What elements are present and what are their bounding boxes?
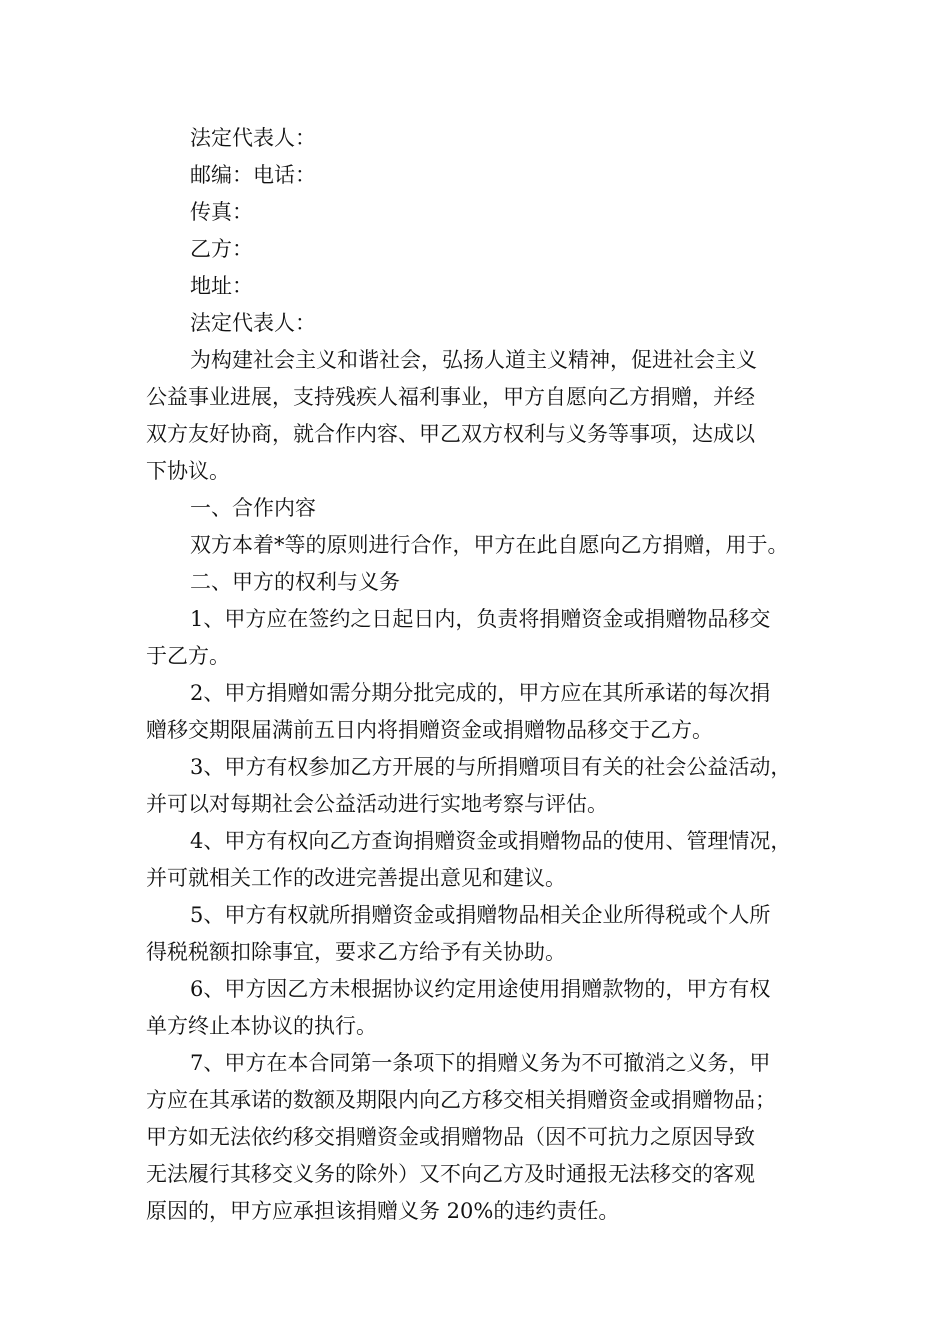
text-line: 方应在其承诺的数额及期限内向乙方移交相关捐赠资金或捐赠物品； [146,1088,776,1112]
text-line: 公益事业进展，支持残疾人福利事业，甲方自愿向乙方捐赠，并经 [146,385,755,409]
text-line: 2、甲方捐赠如需分期分批完成的，甲方应在其所承诺的每次捐 [190,681,771,705]
text-line: 5、甲方有权就所捐赠资金或捐赠物品相关企业所得税或个人所 [190,903,771,927]
text-line: 双方本着*等的原则进行合作，甲方在此自愿向乙方捐赠，用于。 [190,533,789,557]
text-line: 地址： [190,274,253,298]
text-line: 双方友好协商，就合作内容、甲乙双方权利与义务等事项，达成以 [146,422,755,446]
text-line: 6、甲方因乙方未根据协议约定用途使用捐赠款物的，甲方有权 [190,977,771,1001]
document-body [146,120,826,1230]
text-line: 二、甲方的权利与义务 [190,570,400,594]
text-line: 原因的，甲方应承担该捐赠义务 20%的违约责任。 [146,1199,620,1223]
text-line: 得税税额扣除事宜，要求乙方给予有关协助。 [146,940,566,964]
text-line: 无法履行其移交义务的除外）又不向乙方及时通报无法移交的客观 [146,1162,755,1186]
text-line: 下协议。 [146,459,230,483]
text-line: 法定代表人： [190,126,316,150]
text-line: 单方终止本协议的执行。 [146,1014,377,1038]
text-line: 于乙方。 [146,644,230,668]
text-line: 并可就相关工作的改进完善提出意见和建议。 [146,866,566,890]
text-line: 为构建社会主义和谐社会，弘扬人道主义精神，促进社会主义 [190,348,757,372]
text-line: 一、合作内容 [190,496,316,520]
text-line: 乙方： [190,237,253,261]
text-line: 3、甲方有权参加乙方开展的与所捐赠项目有关的社会公益活动， [190,755,792,779]
text-line: 法定代表人： [190,311,316,335]
text-line: 甲方如无法依约移交捐赠资金或捐赠物品（因不可抗力之原因导致 [146,1125,755,1149]
text-line: 并可以对每期社会公益活动进行实地考察与评估。 [146,792,608,816]
text-line: 传真： [190,200,253,224]
text-line: 赠移交期限届满前五日内将捐赠资金或捐赠物品移交于乙方。 [146,718,713,742]
text-line: 1、甲方应在签约之日起日内，负责将捐赠资金或捐赠物品移交 [190,607,771,631]
text-line: 7、甲方在本合同第一条项下的捐赠义务为不可撤消之义务，甲 [190,1051,771,1075]
text-line: 4、甲方有权向乙方查询捐赠资金或捐赠物品的使用、管理情况， [190,829,792,853]
text-line: 邮编：电话： [190,163,316,187]
